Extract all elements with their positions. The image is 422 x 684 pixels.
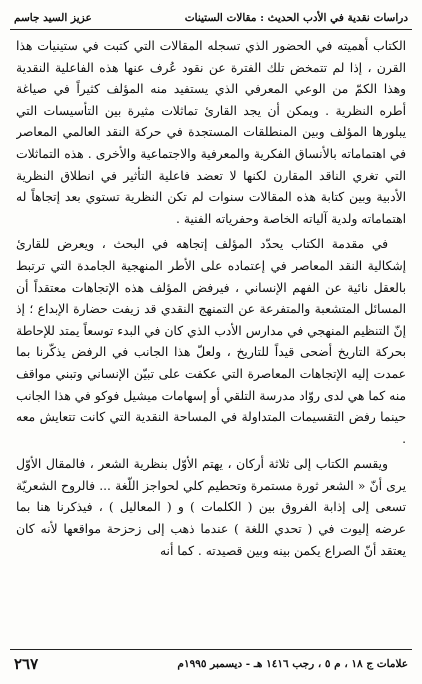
article-body (16, 36, 406, 648)
header-divider (10, 29, 412, 30)
running-footer (14, 654, 408, 674)
footer-issue-info: علامات ج ١٨ ، م ٥ ، رجب ١٤١٦ هـ - ديسمبر ١٩٩٥م (177, 658, 408, 670)
paragraph-2: في مقدمة الكتاب يحدّد المؤلف إتجاهه في البحث ، ويعرض للقارئ إشكالية النقد المعاصر في إعتماده على الأطر المنهجية الجامدة التي ترتبط بالعقل نائية عن الفهم الإنساني ، فيرفض المؤلف هذه الإتجاهات معتقداً أن المسائل المتشعبة والمتفرعة عن التمنهج النقدي قد زيفت حضارة الإبداع ؛ إذ إنّ التنظيم المنهجي في مدارس الأدب الذي كان في البدء توسعاً يمتد للإحاطة بحركة التاريخ أضحى قيداً للتاريخ ، ولعلّ هذا الجانب في الرفض يذكّرنا بما عمدت إليه الإتجاهات المعاصرة التي عكفت على تبيّن الإنساني وتبني مواقف منه كما هي لدى روّاد مدرسة التلقي أو إسهامات ميشيل فوكو في هذا الجانب حينما رفض التقسيمات المتداولة في المساحة النقدية التي كانت تتعايش معه . (16, 237, 406, 446)
header-title: دراسات نقدية في الأدب الحديث : مقالات الستينات (184, 12, 408, 24)
paragraph-1: الكتاب أهميته في الحضور الذي تسجله المقالات التي كتبت في ستينيات هذا القرن ، إذا لم تتمخض تلك الفترة عن نقود عُرف عنها هذه الفاعلية النقدية وهذا الكمّ من الوعي المعرفي الذي يستفيد منه المؤلف كثيراً في صياغة أطره النظرية . ويمكن أن يجد القارئ تماثلات مثيرة بين التأسيسات التي يبلورها المؤلف وبين المنطلقات المستجدة في حركة النقد العالمي المعاصر في اهتماماته بالأنساق الفكرية والمعرفية والاجتماعية والأخرى . هذه التماثلات التي تغري الناقد المقارن لكنها لا تعضد فاعلية التأثير في انطلاق النظرية الأدبية وبين كتابة هذه المقالات سنوات لم تكن النظرية تستوي بعد إتجاهاً له اهتماماته ولدية آلياته الخاصة وحفرياته الفنية . (16, 39, 406, 226)
page-number: ٢٦٧ (14, 655, 39, 673)
header-author: عزيز السيد جاسم (14, 12, 92, 24)
footer-divider (10, 649, 412, 650)
paragraph-3: ويقسم الكتاب إلى ثلاثة أركان ، يهتم الأوّل بنظرية الشعر ، فالمقال الأوّل يرى أنّ « الشعر ثورة مستمرة وتحطيم كلي لحواجز اللّغة ... فالروح الشعريّة تسعى إلى إذابة الفروق بين ( الكلمات ) و ( المعاليل ) ، فيذكرنا هنا بما عرضه إليوت في ( تحدي اللغة ) عندما ذهب إلى زحزحة مواقعها لأنه كان يعتقد أنّ الصراع يكمن بينه وبين قصيدته . كما أنه (16, 457, 406, 558)
running-header (14, 8, 408, 28)
